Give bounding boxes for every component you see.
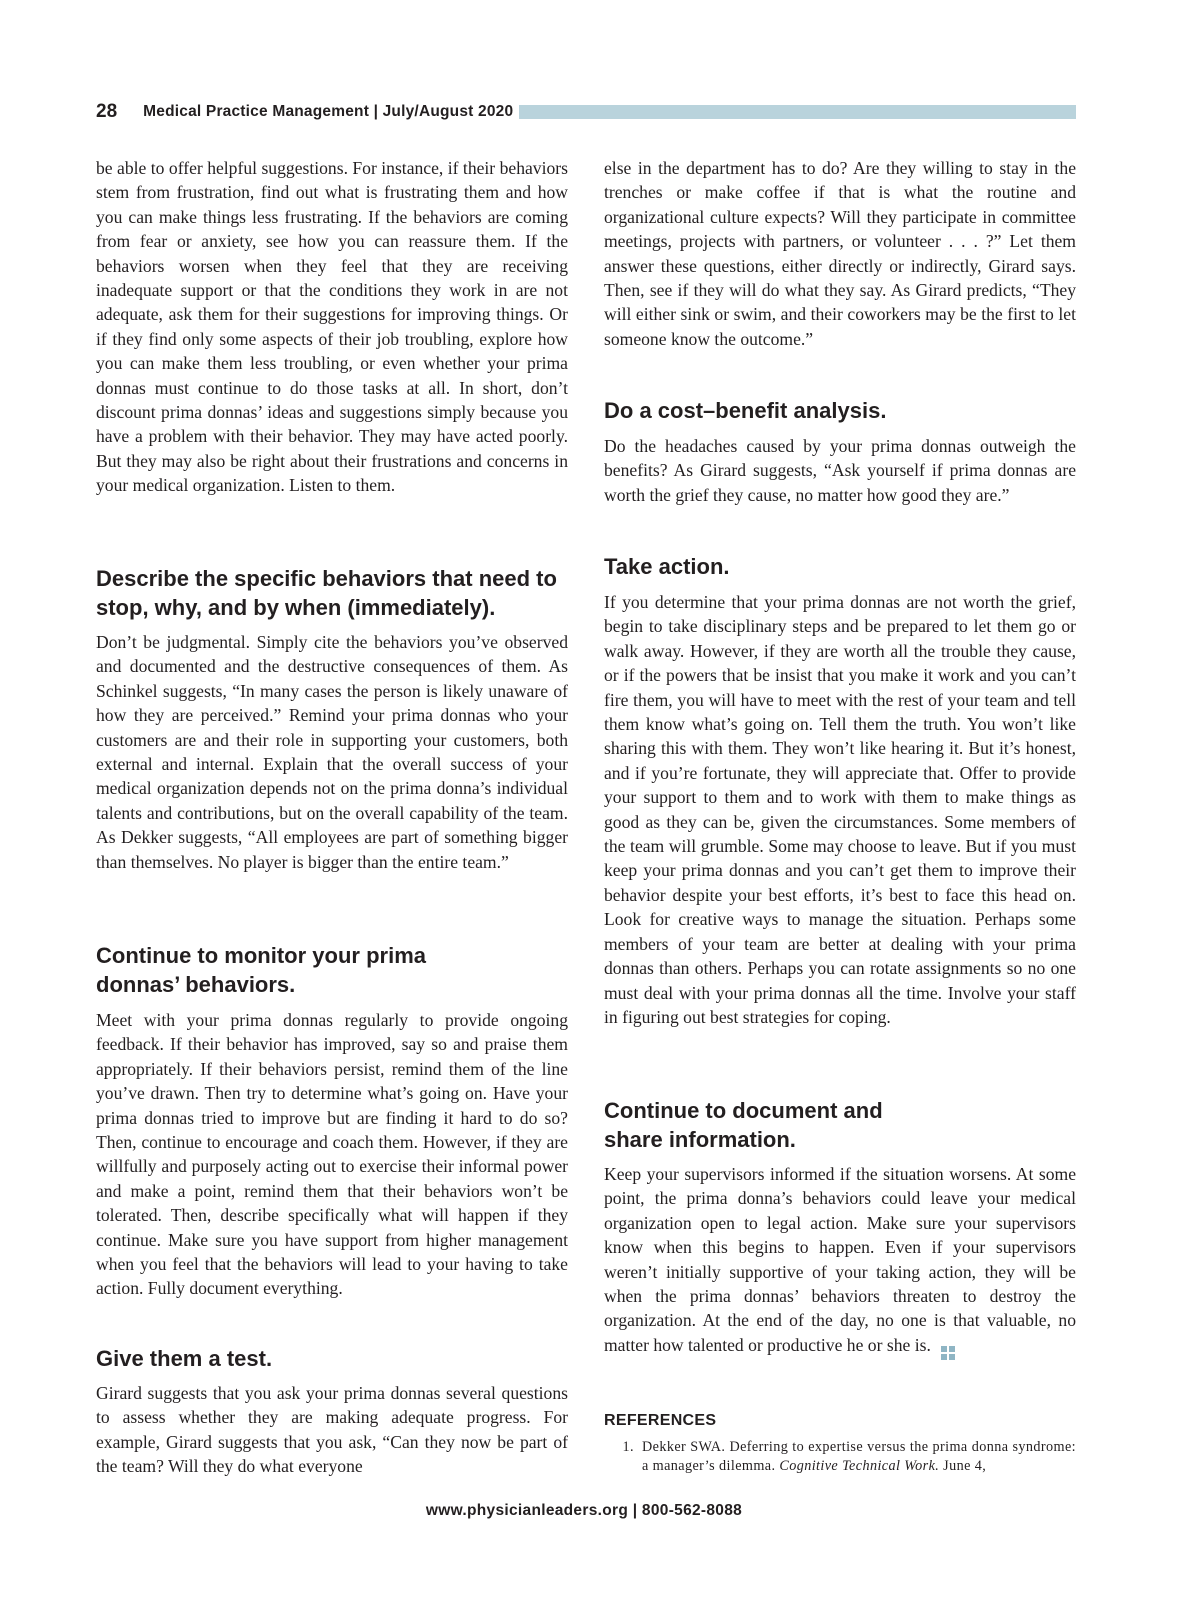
left-paragraph-2 xyxy=(96,630,568,874)
paragraph: be able to offer helpful suggestions. For instance, if their behaviors stem from frustration, find out what is frustrating them and how you can make things less frustrating. If the behaviors are coming from fear or anxiety, see how you can reassure them. If the behaviors worsen when they feel that they are receiving inadequate support or that the conditions they work in are not adequate, ask them for their suggestions for improving things. Or if they find only some aspects of their job troubling, explore how you can make them less troubling, or even whether your prima donnas must continue to do those tasks at all. In short, don’t discount prima donnas’ ideas and suggestions simply because you have a problem with their behavior. They may have acted poorly. But they may also be right about their frustrations and concerns in your medical organization. Listen to them. xyxy=(96,158,568,496)
right-paragraph-1 xyxy=(604,156,1076,351)
heading-take-action xyxy=(604,553,1076,582)
reference-date: June 4, xyxy=(939,1458,987,1474)
left-paragraph-4 xyxy=(96,1381,568,1479)
heading-document-share xyxy=(604,1097,934,1154)
paragraph: else in the department has to do? Are they willing to stay in the trenches or make coffee if that is what the routine and organizational culture expects? Will they participate in committee meetings, projects with partners, or volunteer . . . ?” Let them answer these questions, either directly or indirectly, Girard says. Then, see if they will do what they say. As Girard predicts, “They will either sink or swim, and their coworkers may be the first to let someone know the outcome.” xyxy=(604,158,1076,349)
section-heading: Do a cost–benefit analysis. xyxy=(604,398,887,423)
section-heading: Describe the specific behaviors that need to stop, why, and by when (immediately). xyxy=(96,566,557,620)
page-number: 28 xyxy=(96,101,118,122)
references-heading: REFERENCES xyxy=(604,1412,717,1429)
reference-text xyxy=(642,1438,1076,1476)
reference-journal: Cognitive Technical Work. xyxy=(779,1458,940,1474)
paragraph xyxy=(604,1162,1076,1360)
heading-describe-behaviors xyxy=(96,565,568,622)
left-paragraph-3 xyxy=(96,1008,568,1301)
paragraph: If you determine that your prima donnas are not worth the grief, begin to take disciplinary steps and be prepared to let them go or walk away. However, if they are worth all the trouble they cause, or if the powers that be insist that you make it work and you can’t fire them, you will have to meet with the rest of your team and tell them know what’s going on. Tell them the truth. You won’t like sharing this with them. They won’t like hearing it. But it’s honest, and if you’re fortunate, they will appreciate that. Offer to provide your support to them and to work with them to make things as good as they can be, given the circumstances. Some members of the team will grumble. Some may choose to leave. But if you must keep your prima donnas and you can’t get them to improve their behavior despite your best efforts, it’s best to face this head on. Look for creative ways to manage the situation. Perhaps some members of your team are better at dealing with your prima donnas than others. Perhaps you can rotate assignments so no one must deal with your prima donnas all the time. Involve your staff in figuring out best strategies for coping. xyxy=(604,592,1076,1027)
heading-test xyxy=(96,1345,568,1374)
heading-monitor xyxy=(96,942,496,999)
right-paragraph-3 xyxy=(604,590,1076,1029)
section-heading: Continue to document and share information. xyxy=(604,1098,883,1152)
references xyxy=(604,1412,1076,1476)
left-paragraph-1 xyxy=(96,156,568,498)
paragraph: Don’t be judgmental. Simply cite the behaviors you’ve observed and documented and the destructive consequences of them. As Schinkel suggests, “In many cases the person is likely unaware of how they are perceived.” Remind your prima donnas who your customers are and their role in supporting your customers, both external and internal. Explain that the overall success of your medical organization depends not on the prima donna’s individual talents and contributions, but on the overall capability of the team. As Dekker suggests, “All employees are part of something bigger than themselves. No player is bigger than the entire team.” xyxy=(96,632,568,872)
heading-cost-benefit xyxy=(604,397,1076,426)
end-of-article-icon xyxy=(941,1346,955,1360)
paragraph: Girard suggests that you ask your prima donnas several questions to assess whether they are making adequate progress. For example, Girard suggests that you ask, “Can they now be part of the team? Will they do what everyone xyxy=(96,1383,568,1477)
header-bar xyxy=(519,105,1076,119)
section-heading: Take action. xyxy=(604,554,730,579)
running-header xyxy=(96,98,1076,126)
reference-citation: Dekker SWA. Deferring to expertise versus the prima donna syndrome: a manager’s dilemma. xyxy=(642,1439,1076,1474)
reference-number: 1. xyxy=(622,1439,634,1455)
section-heading: Give them a test. xyxy=(96,1346,273,1371)
right-paragraph-2 xyxy=(604,434,1076,507)
reference-item xyxy=(604,1438,1076,1476)
right-paragraph-4 xyxy=(604,1162,1076,1360)
section-heading: Continue to monitor your prima donnas’ behaviors. xyxy=(96,943,426,997)
footer-contact: www.physicianleaders.org | 800-562-8088 xyxy=(425,1502,743,1519)
publication-title: Medical Practice Management | July/August 2020 xyxy=(143,103,514,120)
paragraph-text: Keep your supervisors informed if the situation worsens. At some point, the prima donna’s behaviors could leave your medical organization open to legal action. Make sure your supervisors know when this begins to happen. Even if your supervisors weren’t initially supportive of your taking action, they will be when the prima donnas’ behaviors threaten to destroy the organization. At the end of the day, no one is that valuable, no matter how talented or productive he or she is. xyxy=(604,1164,1076,1355)
paragraph: Do the headaches caused by your prima donnas outweigh the benefits? As Girard suggests, “Ask yourself if prima donnas are worth the grief they cause, no matter how good they are.” xyxy=(604,436,1076,505)
paragraph: Meet with your prima donnas regularly to provide ongoing feedback. If their behavior has improved, say so and praise them appropriately. If their behaviors persist, remind them of the line you’ve drawn. Then try to determine what’s going on. Have your prima donnas tried to improve but are finding it hard to do so? Then, continue to encourage and coach them. However, if they are willfully and purposely acting out to exercise their informal power and make a point, remind them that their behaviors won’t be tolerated. Then, describe specifically what will happen if they continue. Make sure you have support from higher management when you feel that the behaviors will lead to your having to take action. Fully document everything. xyxy=(96,1010,568,1299)
